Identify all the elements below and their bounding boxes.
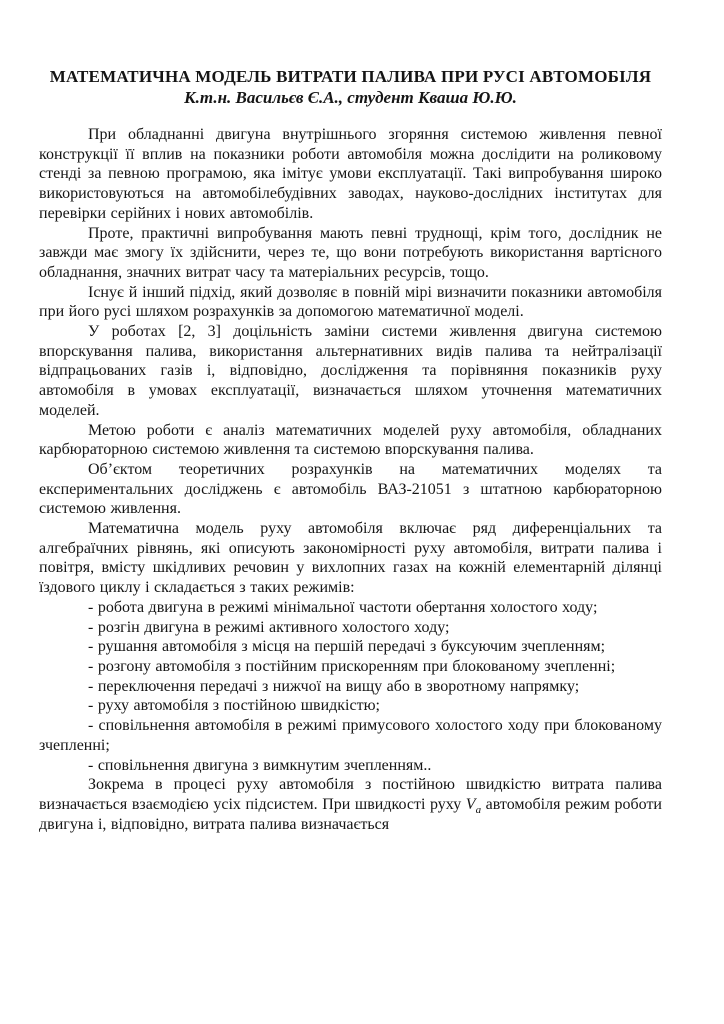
authors-byline: К.т.н. Васильєв Є.А., студент Кваша Ю.Ю. — [184, 88, 517, 107]
paragraph-prior-works: У роботах [2, 3] доцільність заміни системи живлення двигуна системою впорскування палива, використання альтернативних видів палива та нейтралізації відпрацьованих газів і, відповідно, дослідження та порівняння показників руху автомобіля в умовах експлуатації, визначається шляхом уточнення математичних моделей. — [39, 323, 662, 419]
velocity-variable — [465, 795, 482, 817]
paragraph-intro-testing: При обладнанні двигуна внутрішнього згоряння системою живлення певної конструкції її вплив на показники роботи автомобіля можна дослідити на роликовому стенді за певною програмою, яка імітує умови експлуатації. Такі випробування широко використовуються на автомобілебудівних заводах, науково-дослідних інститутах для перевірки серійних і нових автомобілів. — [39, 126, 662, 222]
driving-modes-list — [39, 598, 662, 775]
velocity-variable-subscript: a — [475, 804, 482, 817]
list-item-constant-acceleration: - розгону автомобіля з постійним прискоренням при блокованому зчепленні; — [88, 657, 616, 675]
list-item-start-first-gear: - рушання автомобіля з місця на першій передачі з буксуючим зчепленням; — [88, 638, 606, 656]
velocity-variable-letter: V — [465, 795, 476, 813]
list-item-idle-mode: - робота двигуна в режимі мінімальної частоти обертання холостого ходу; — [88, 598, 598, 616]
list-item-deceleration-forced-idle: - сповільнення автомобіля в режимі примусового холостого ходу при блокованому зчепленні; — [39, 717, 662, 754]
paragraph-goal: Метою роботи є аналіз математичних моделей руху автомобіля, обладнаних карбюраторною системою живлення та системою впорскування палива. — [39, 421, 662, 459]
paragraph-alternative-approach: Існує й інший підхід, який дозволяє в повній мірі визначити показники автомобіля при його русі шляхом розрахунків за допомогою математичної моделі. — [39, 283, 662, 321]
paragraph-testing-difficulties: Проте, практичні випробування мають певні труднощі, крім того, дослідник не завжди має змогу їх здійснити, через те, що вони потребують використання вартісного обладнання, значних витрат часу та матеріальних ресурсів, тощо. — [39, 224, 662, 281]
list-item-deceleration-clutch-off: - сповільнення двигуна з вимкнутим зчепленням.. — [88, 756, 432, 774]
list-item-gear-shift: - переключення передачі з нижчої на вищу або в зворотному напрямку; — [88, 677, 580, 695]
closing-text-after: автомобіля режим роботи двигуна і, відповідно, витрата палива визначається — [39, 795, 662, 833]
closing-text-before: Зокрема в процесі руху автомобіля з постійною швидкістю витрата палива визначається взаємодією усіх підсистем. При швидкості руху — [39, 776, 662, 813]
paragraph-closing — [39, 775, 662, 834]
list-item-constant-speed: - руху автомобіля з постійною швидкістю; — [88, 697, 380, 715]
paragraph-model-description: Математична модель руху автомобіля включає ряд диференціальних та алгебраїчних рівнянь, які описують закономірності руху автомобіля, витрати палива і повітря, вмісту шкідливих речовин у вихлопних газах на кожній елементарній ділянці їздового циклу і складається з таких режимів: — [39, 520, 662, 597]
paragraph-object-of-study: Об’єктом теоретичних розрахунків на математичних моделях та експериментальних досліджень є автомобіль ВАЗ-21051 з штатною карбюраторною системою живлення. — [39, 460, 662, 518]
list-item-active-idle: - розгін двигуна в режимі активного холостого ходу; — [88, 618, 450, 636]
document-content — [39, 0, 662, 834]
paper-title: МАТЕМАТИЧНА МОДЕЛЬ ВИТРАТИ ПАЛИВА ПРИ РУСІ АВТОМОБІЛЯ — [49, 67, 652, 86]
